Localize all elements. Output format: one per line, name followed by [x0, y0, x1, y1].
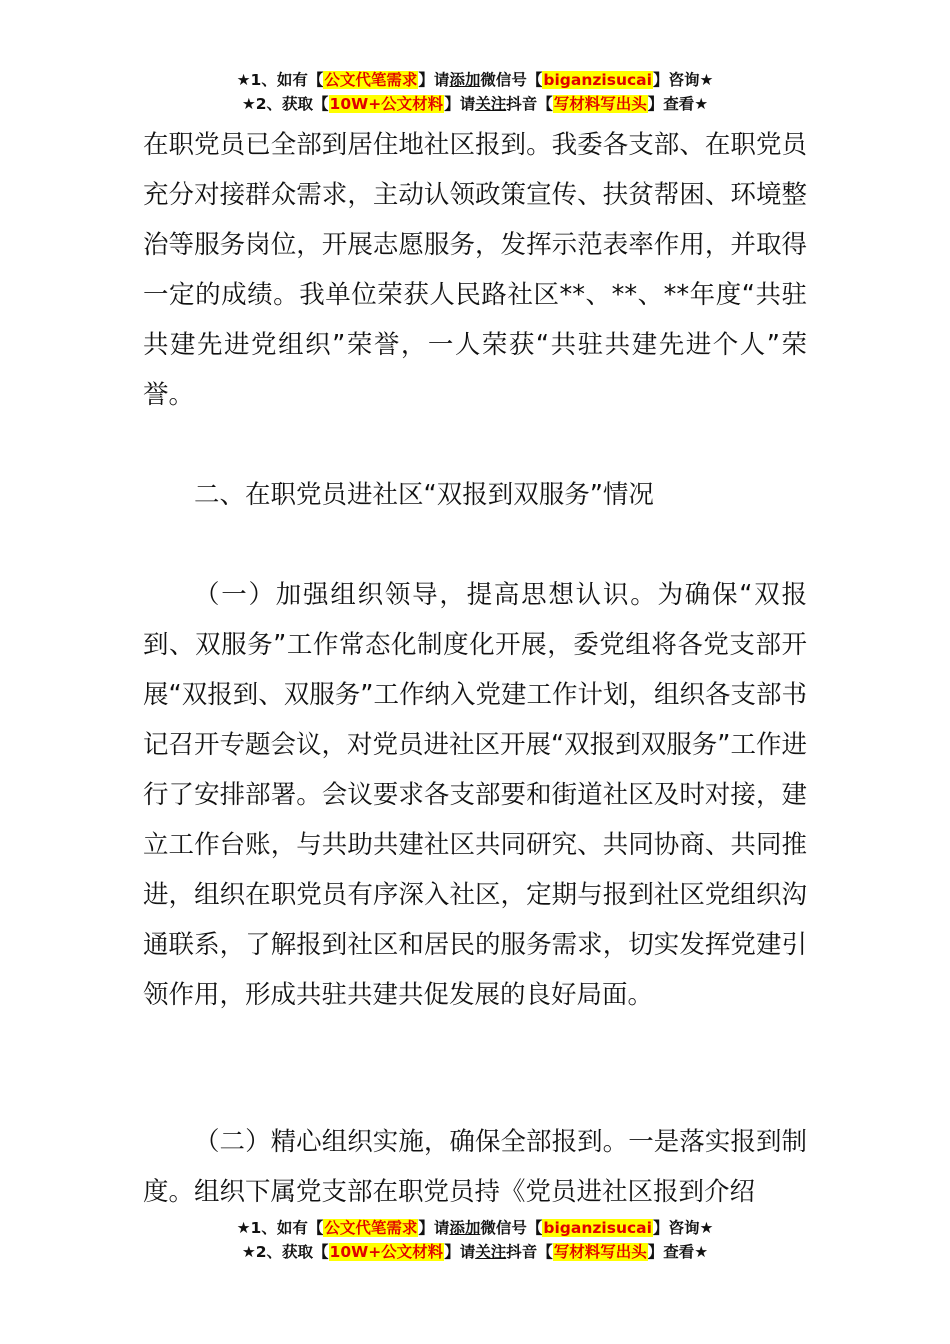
banner-text: 】查看★ — [647, 1243, 709, 1261]
banner-text: ★1、如有【 — [236, 71, 324, 89]
section-heading: 二、在职党员进社区“双报到双服务”情况 — [194, 480, 654, 510]
banner-text: 】查看★ — [647, 95, 709, 113]
banner-text: 】请 — [444, 95, 476, 113]
banner-text: ★2、获取【 — [241, 95, 329, 113]
banner-highlight: 10W+公文材料 — [329, 1243, 444, 1261]
paragraph-2: （一）加强组织领导，提高思想认识。为确保“双报到、双服务”工作常态化制度化开展，委党组将各党支部开展“双报到、双服务”工作纳入党建工作计划，组织各支部书记召开专题会议，对党员进社区开展“双报到双服务”工作进行了安排部署。会议要求各支部要和街道社区及时对接，建立工作台账，与共助共建社区共同研究、共同协商、共同推进，组织在职党员有序深入社区，定期与报到社区党组织沟通联系，了解报到社区和居民的服务需求，切实发挥党建引领作用，形成共驻共建共促发展的良好局面。 — [143, 580, 807, 1010]
banner-highlight: 公文代笔需求 — [324, 71, 418, 89]
banner-highlight: 写材料写出头 — [553, 95, 647, 113]
paragraph-3: （二）精心组织实施，确保全部报到。一是落实报到制度。组织下属党支部在职党员持《党员进社区报到介绍 — [143, 1127, 807, 1207]
banner-line-2 — [0, 92, 950, 116]
banner-underline: 关注 — [475, 95, 507, 113]
banner-highlight: 10W+公文材料 — [329, 95, 444, 113]
banner-highlight: biganzisucai — [543, 71, 652, 89]
banner-line-2 — [0, 1240, 950, 1264]
banner-underline: 添加 — [449, 71, 481, 89]
banner-text: ★2、获取【 — [241, 1243, 329, 1261]
banner-text: 】请 — [418, 1219, 450, 1237]
banner-text: 微信号【 — [480, 71, 543, 89]
banner-text: 抖音【 — [506, 95, 553, 113]
banner-line-1 — [0, 68, 950, 92]
banner-text: 抖音【 — [506, 1243, 553, 1261]
banner-highlight: 公文代笔需求 — [324, 1219, 418, 1237]
footer-banner — [0, 1216, 950, 1264]
paragraph-1: 在职党员已全部到居住地社区报到。我委各支部、在职党员充分对接群众需求，主动认领政策宣传、扶贫帮困、环境整治等服务岗位，开展志愿服务，发挥示范表率作用，并取得一定的成绩。我单位荣获人民路社区**、**、**年度“共驻共建先进党组织”荣誉，一人荣获“共驻共建先进个人”荣誉。 — [143, 130, 807, 410]
banner-text: 】咨询★ — [652, 1219, 714, 1237]
banner-highlight: biganzisucai — [543, 1219, 652, 1237]
banner-underline: 添加 — [449, 1219, 481, 1237]
header-banner — [0, 68, 950, 116]
banner-text: 微信号【 — [480, 1219, 543, 1237]
banner-text: 】请 — [444, 1243, 476, 1261]
banner-text: ★1、如有【 — [236, 1219, 324, 1237]
banner-text: 】请 — [418, 71, 450, 89]
banner-highlight: 写材料写出头 — [553, 1243, 647, 1261]
banner-line-1 — [0, 1216, 950, 1240]
banner-text: 】咨询★ — [652, 71, 714, 89]
banner-underline: 关注 — [475, 1243, 507, 1261]
